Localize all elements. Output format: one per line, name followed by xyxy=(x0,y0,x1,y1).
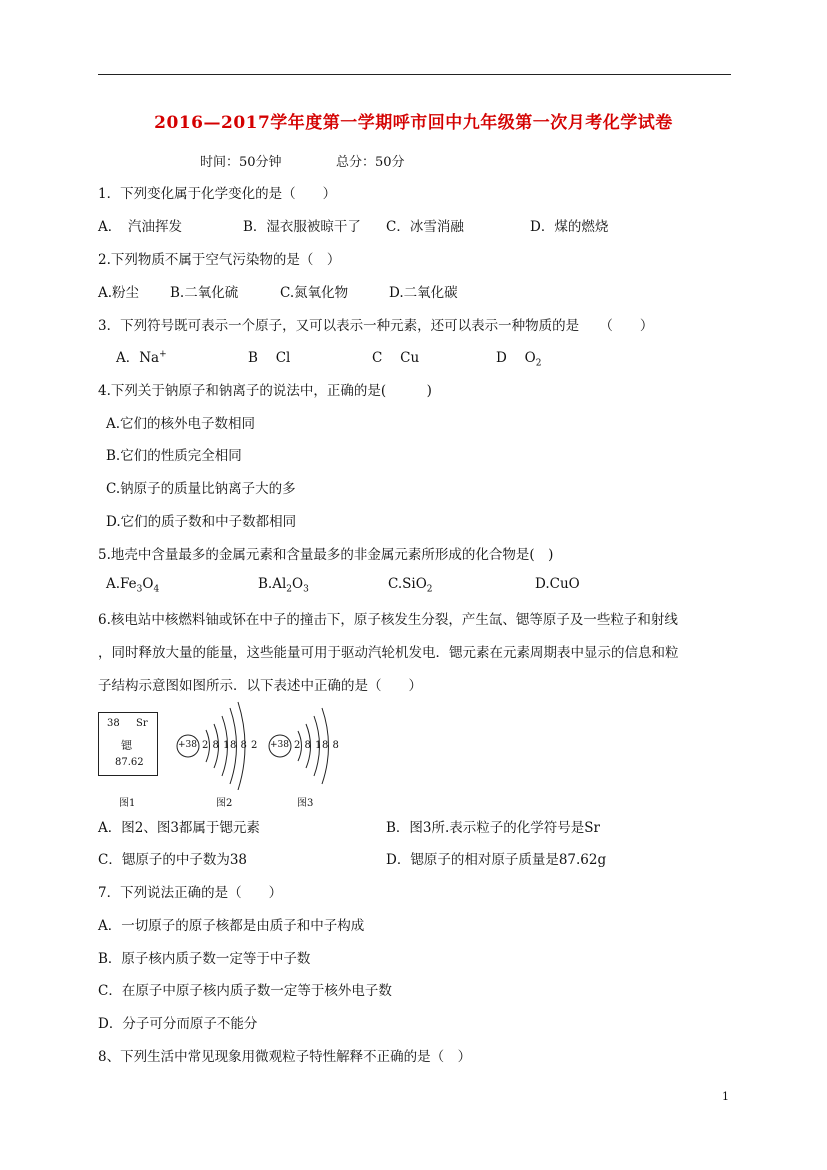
q6-option-a: A．图2、图3都属于锶元素 xyxy=(98,820,260,836)
q2-option-a: A.粉尘 xyxy=(98,285,140,301)
q6-option-d: D．锶原子的相对原子质量是87.62g xyxy=(386,852,607,868)
q2-option-b: B.二氧化硫 xyxy=(170,285,239,301)
q1-option-c: C．冰雪消融 xyxy=(386,219,464,235)
page-title: 2016—2017学年度第一学期呼市回中九年级第一次月考化学试卷 xyxy=(154,113,673,133)
q5-option-c: C.SiO$_2$ xyxy=(388,576,433,595)
question-3-stem: 3．下列符号既可表示一个原子，又可以表示一种元素，还可以表示一种物质的是 （ ） xyxy=(98,318,654,334)
ion-nucleus-charge: +38 xyxy=(270,740,289,750)
element-symbol: Sr xyxy=(136,718,148,729)
q6-option-c: C．锶原子的中子数为38 xyxy=(98,852,248,868)
figure-caption-3: 图3 xyxy=(297,798,314,809)
q2-option-c: C.氮氧化物 xyxy=(280,285,349,301)
question-6-stem-line-3: 子结构示意图如图所示．以下表述中正确的是（ ） xyxy=(98,678,422,694)
question-6-stem-line-2: ，同时释放大量的能量，这些能量可用于驱动汽轮机发电．锶元素在元素周期表中显示的信息和粒 xyxy=(98,645,679,661)
q4-option-d: D.它们的质子数和中子数都相同 xyxy=(106,514,297,530)
q1-option-b: B．湿衣服被晾干了 xyxy=(243,219,361,235)
exam-time: 时间：50分钟 xyxy=(200,155,282,170)
q4-option-c: C.钠原子的质量比钠离子大的多 xyxy=(106,481,296,497)
q3-option-a: A．Na+ xyxy=(116,349,167,366)
q3-option-b: B Cl xyxy=(248,350,291,366)
q4-option-a: A.它们的核外电子数相同 xyxy=(106,416,256,432)
atom-nucleus-charge: +38 xyxy=(178,740,197,750)
question-4-stem: 4.下列关于钠原子和钠离子的说法中，正确的是( ) xyxy=(98,383,432,399)
figure-caption-1: 图1 xyxy=(119,798,136,809)
question-1-stem: 1．下列变化属于化学变化的是（ ） xyxy=(98,186,337,202)
exam-total-score: 总分：50分 xyxy=(336,155,405,170)
q7-option-c: C．在原子中原子核内质子数一定等于核外电子数 xyxy=(98,983,392,999)
q5-option-a: $A.Fe_3O_4$ xyxy=(106,576,160,595)
question-7-stem: 7．下列说法正确的是（ ） xyxy=(98,885,283,901)
q5-option-d: D.CuO xyxy=(535,576,580,592)
q7-option-b: B．原子核内质子数一定等于中子数 xyxy=(98,951,311,967)
question-8-stem: 8、下列生活中常见现象用微观粒子特性解释不正确的是（ ） xyxy=(98,1049,472,1065)
element-atomic-mass: 87.62 xyxy=(115,757,144,768)
q7-option-a: A．一切原子的原子核都是由质子和中子构成 xyxy=(98,918,365,934)
element-atomic-number: 38 xyxy=(107,718,120,729)
q1-option-d: D．煤的燃烧 xyxy=(530,219,609,235)
page-number: 1 xyxy=(722,1090,729,1103)
q5-option-b: $B.Al_2O_3$ xyxy=(258,576,309,595)
q4-option-b: B.它们的性质完全相同 xyxy=(106,448,242,464)
figure-caption-2: 图2 xyxy=(216,798,233,809)
question-6-stem-line-1: 6.核电站中核燃料铀或钚在中子的撞击下，原子核发生分裂，产生氙、锶等原子及一些粒子和射线 xyxy=(98,612,678,628)
element-name: 锶 xyxy=(121,739,132,752)
q3-option-c: C Cu xyxy=(372,350,420,366)
q7-option-d: D．分子可分而原子不能分 xyxy=(98,1016,258,1032)
question-5-stem: 5.地壳中含量最多的金属元素和含量最多的非金属元素所形成的化合物是( ) xyxy=(98,547,554,563)
q2-option-d: D.二氧化碳 xyxy=(389,285,458,301)
question-2-stem: 2.下列物质不属于空气污染物的是（ ） xyxy=(98,252,341,268)
q1-option-a: A． 汽油挥发 xyxy=(98,219,182,235)
ion-shell-electrons: 2 8 18 8 xyxy=(294,740,340,751)
element-tile xyxy=(98,712,158,776)
q6-option-b: B．图3所.表示粒子的化学符号是Sr xyxy=(386,820,601,836)
atom-shell-electrons: 2 8 18 8 2 xyxy=(202,740,258,751)
header-rule xyxy=(98,74,731,75)
q3-option-d: D $O_2$ xyxy=(496,350,542,369)
